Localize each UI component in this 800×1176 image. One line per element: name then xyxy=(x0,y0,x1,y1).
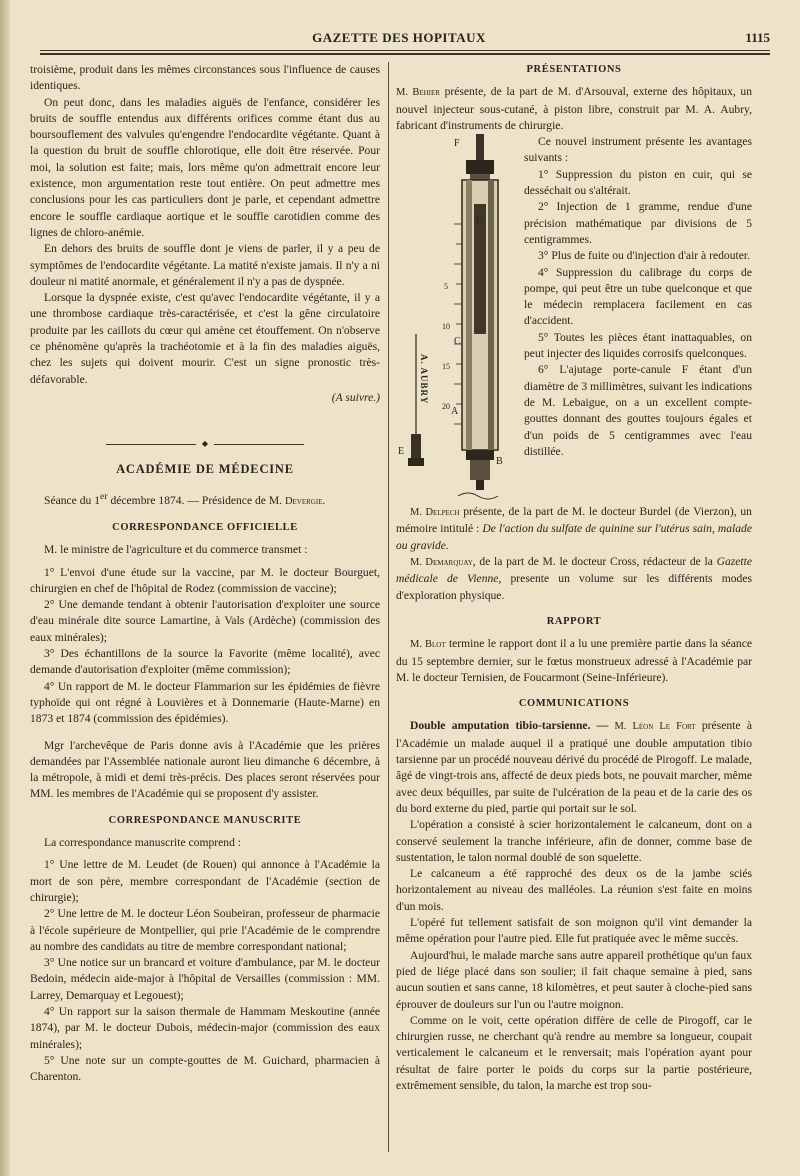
list-item: 1° Une lettre de M. Leudet (de Rouen) qui annonce à l'Académie la mort de son père, membre correspondant de l'Académie (section de chirurgie); xyxy=(30,858,380,904)
demarquay-paragraph: M. Demarquay, de la part de M. le docteur Cross, rédacteur de la Gazette médicale de Vienne, presente un volume sur les différents modes d'exploration physique. xyxy=(396,555,753,602)
blot-paragraph: M. Blot termine le rapport dont il a lu une première partie dans la séance du 15 septembre dernier, sur le fœtus monstrueux adressé à l'Académie par M. le docteur Ternisien, de Foucarmont (Seine-Inférieure). xyxy=(396,637,752,684)
page-binding-shadow xyxy=(0,0,10,1176)
list-item: 2° Une demande tendant à obtenir l'autorisation d'exploiter une source d'eau minérale dite source Lamartine, à Vals (Ardèche) (commission des eaux minérales); xyxy=(30,598,380,644)
list-item: 5° Toutes les pièces étant inattaquables, on peut injecter des liquides corrosifs quelconques. xyxy=(524,330,752,361)
label-c: C xyxy=(454,336,461,348)
column-divider xyxy=(388,62,389,1152)
seance-line: Séance du 1er décembre 1874. — Présidence de M. Devergie. xyxy=(44,490,326,507)
scale-mark: 15 xyxy=(442,362,450,372)
paragraph: Aujourd'hui, le malade marche sans autre appareil prothétique qu'un faux pied de liége placé dans son soulier; il fait chaque semaine à pied, sans aucun soutien et sans canne, 18 kilomètres, et peut sauter à cloche-pied sans éprouver de douleurs sur l'un ou l'autre moignon. xyxy=(396,948,752,1011)
section-ornament: ◆ xyxy=(30,436,380,452)
list-item: 1° L'envoi d'une étude sur la vaccine, par M. le docteur Bourguet, chirurgien en chef de l'hôpital de Rodez (commission de vaccine); xyxy=(30,565,380,595)
rapport-title: RAPPORT xyxy=(546,615,602,627)
list-item: 6° L'ajutage porte-canule F étant d'un diamètre de 3 millimètres, suivant les indications de M. Lebaigue, on a un excellent compte-gouttes donnant des gouttes toujours égales et d'un poids de 5 centigrammes avec l'eau distillée. xyxy=(524,363,752,458)
academy-title: ACADÉMIE DE MÉDECINE xyxy=(116,461,294,476)
right-column xyxy=(396,62,752,1094)
list-item: 2° Une lettre de M. le docteur Léon Soubeiran, professeur de pharmacie à l'école supérieure de Montpellier, qui prie l'Académie de le comprendre au nombre des candidats au titre de membre correspondant national; xyxy=(30,907,380,953)
paragraph: On peut donc, dans les maladies aiguës de l'enfance, considérer les bruits de souffle entendus aux différents orifices comme étant dus au boursouflement des valvules qu'engendre l'endocardite végétante. Quant à la question du bruit de souffle chlorotique, elle doit être réservée. Pour moi, la solution est faite; mais, lors même qu'on admettrait encore leur existence, mon argumentation reste tout entière. On peut admettre mes conclusions pour les cas particuliers dont je parle, et cependant admettre encore le souffle cardiaque aortique et le souffle carotidien comme des lignes de chloro-anémie. xyxy=(30,95,380,239)
to-be-continued: (A suivre.) xyxy=(331,390,380,404)
scale-mark: 10 xyxy=(442,322,450,332)
paragraph: Le calcaneum a été rapproché des deux os de la jambe sciés horizontalement au niveau des malléoles. La réunion s'est faite en moins d'un mois. xyxy=(396,867,752,913)
behier-paragraph: M. Behier présente, de la part de M. d'Arsouval, externe des hôpitaux, un nouvel injecteur sous-cutané, à piston libre, construit par M. A. Aubry, fabricant d'instruments de chirurgie. xyxy=(396,85,752,132)
syringe-engraving xyxy=(396,134,516,504)
archeveque-paragraph: Mgr l'archevêque de Paris donne avis à l'Académie que les prières demandées par l'Assemblée nationale auront lieu dimanche 6 décembre, à la métropole, à midi et demi très-précis. Des places seront réservées pour MM. les membres de l'Académie qui se proposent d'y assister. xyxy=(30,738,380,801)
journal-title: GAZETTE DES HOPITAUX xyxy=(312,30,486,45)
label-d: D xyxy=(476,216,484,228)
list-item: 2° Injection de 1 gramme, rendue d'une précision mathématique par divisions de 5 centigrammes. xyxy=(524,200,752,246)
injector-illustration xyxy=(396,134,516,504)
list-item: 3° Des échantillons de la source la Favorite (même localité), avec demande d'autorisation d'exploiter (même commission); xyxy=(30,647,380,677)
corr-officielle-title: CORRESPONDANCE OFFICIELLE xyxy=(112,521,298,533)
list-item: 4° Suppression du calibrage du corps de pompe, qui peut être un tube quelconque et que le médecin remplacera facilement en cas d'accident. xyxy=(524,265,752,328)
paragraph: En dehors des bruits de souffle dont je viens de parler, il y a peu de symptômes de l'endocardite végétante. La matité n'existe jamais. Il n'y a ni douleur ni matité anormale, et généralement il n'y a pas de dyspnée. xyxy=(30,242,380,288)
list-item: 3° Plus de fuite ou d'injection d'air à redouter. xyxy=(538,249,750,263)
page-number: 1115 xyxy=(745,30,770,45)
header-rule xyxy=(40,50,770,51)
paragraph: Lorsque la dyspnée existe, c'est qu'avec l'endocardite végétante, il y a une thrombose cardiaque très-caractérisée, et c'est la gêne circulatoire produite par les caillots du cœur qui amène cet étouffement. On n'observe ce phénomène qu'après la trachéotomie et à la fin des maladies aiguës, chez les sujets qui doivent mourir. C'est un signe pronostic très-défavorable. xyxy=(30,291,380,386)
presentations-title: PRÉSENTATIONS xyxy=(526,64,622,75)
list-item: 5° Une note sur un compte-gouttes de M. Guichard, pharmacien à Charenton. xyxy=(30,1053,380,1084)
paragraph: troisième, produit dans les mêmes circonstances sous l'influence de causes identiques. xyxy=(30,63,380,93)
scale-mark: 20 xyxy=(442,402,450,412)
avantages-intro: Ce nouvel instrument présente les avantages suivants : xyxy=(524,135,752,165)
label-e: E xyxy=(398,446,405,458)
list-item: 3° Une notice sur un brancard et voiture d'ambulance, par M. le docteur Bedoin, médecin aide-major à l'hôpital de Versailles (commission : MM. Larrey, Demarquay et Legouest); xyxy=(30,956,380,1002)
list-item: 4° Un rapport de M. le docteur Flammarion sur les épidémies de fièvre typhoïde qui ont régné à Louvières et à Donnemarie (Haute-Marne) en 1873 et 1874 (commission des épidémies). xyxy=(30,679,380,726)
comm-paragraph: Double amputation tibio-tarsienne. — M. Léon Le Fort présente à l'Académie un malade auquel il a pratiqué une double amputation tibio tarsienne par un procédé nouveau dérivé du procédé de Pirogoff. Le malade, âgé de vingt-trois ans, affecté de deux pieds bots, ne pouvait marcher, même avec deux béquilles, par suite de l'ulcération de la peau et de la carie des os du bord externe du pied, partie qui portait sur le sol. xyxy=(396,719,752,815)
communications-title: COMMUNICATIONS xyxy=(518,698,630,710)
label-maker: A. AUBRY xyxy=(419,354,429,405)
delpech-paragraph: M. Delpech présente, de la part de M. le docteur Burdel (de Vierzon), un mémoire intitulé : De l'action du sulfate de quinine sur l'utérus sain, malade ou gravide. xyxy=(396,505,753,552)
label-f: F xyxy=(454,138,460,150)
left-column xyxy=(30,62,380,1085)
scale-mark: 5 xyxy=(444,282,448,292)
corr-manuscrite-intro: La correspondance manuscrite comprend : xyxy=(44,836,242,850)
corr-officielle-intro: M. le ministre de l'agriculture et du commerce transmet : xyxy=(44,543,308,557)
label-a: A xyxy=(451,406,459,418)
corr-manuscrite-title: CORRESPONDANCE MANUSCRITE xyxy=(108,814,302,826)
label-b: B xyxy=(496,456,503,468)
header-rule-double xyxy=(40,53,770,55)
running-header xyxy=(28,30,770,50)
paragraph: Comme on le voit, cette opération diffère de celle de Pirogoff, car le chirurgien russe, ne cherchant qu'à rendre au membre sa longueur, coupait verticalement le calcaneum et le renversait; mais l'opération ayant pour résultat de faire porter le poids du corps sur la partie postérieure, extrêmement sensible, du talon, la marche est trop sou- xyxy=(396,1013,752,1092)
paragraph: L'opération a consisté à scier horizontalement le calcaneum, dont on a conservé seulement la tranche inférieure, afin de donner, comme base de sustentation, le talon normal doublé de son squelette. xyxy=(396,818,752,864)
list-item: 1° Suppression du piston en cuir, qui se desséchait ou s'altérait. xyxy=(524,167,752,198)
paragraph: L'opéré fut tellement satisfait de son moignon qu'il vint demander la même opération pour l'autre pied. Elle fut pratiquée avec le même succès. xyxy=(396,916,752,946)
list-item: 4° Un rapport sur la saison thermale de Hammam Meskoutine (année 1874), par M. le docteur Dubois, médecin-major (commission des eaux minérales); xyxy=(30,1005,380,1051)
